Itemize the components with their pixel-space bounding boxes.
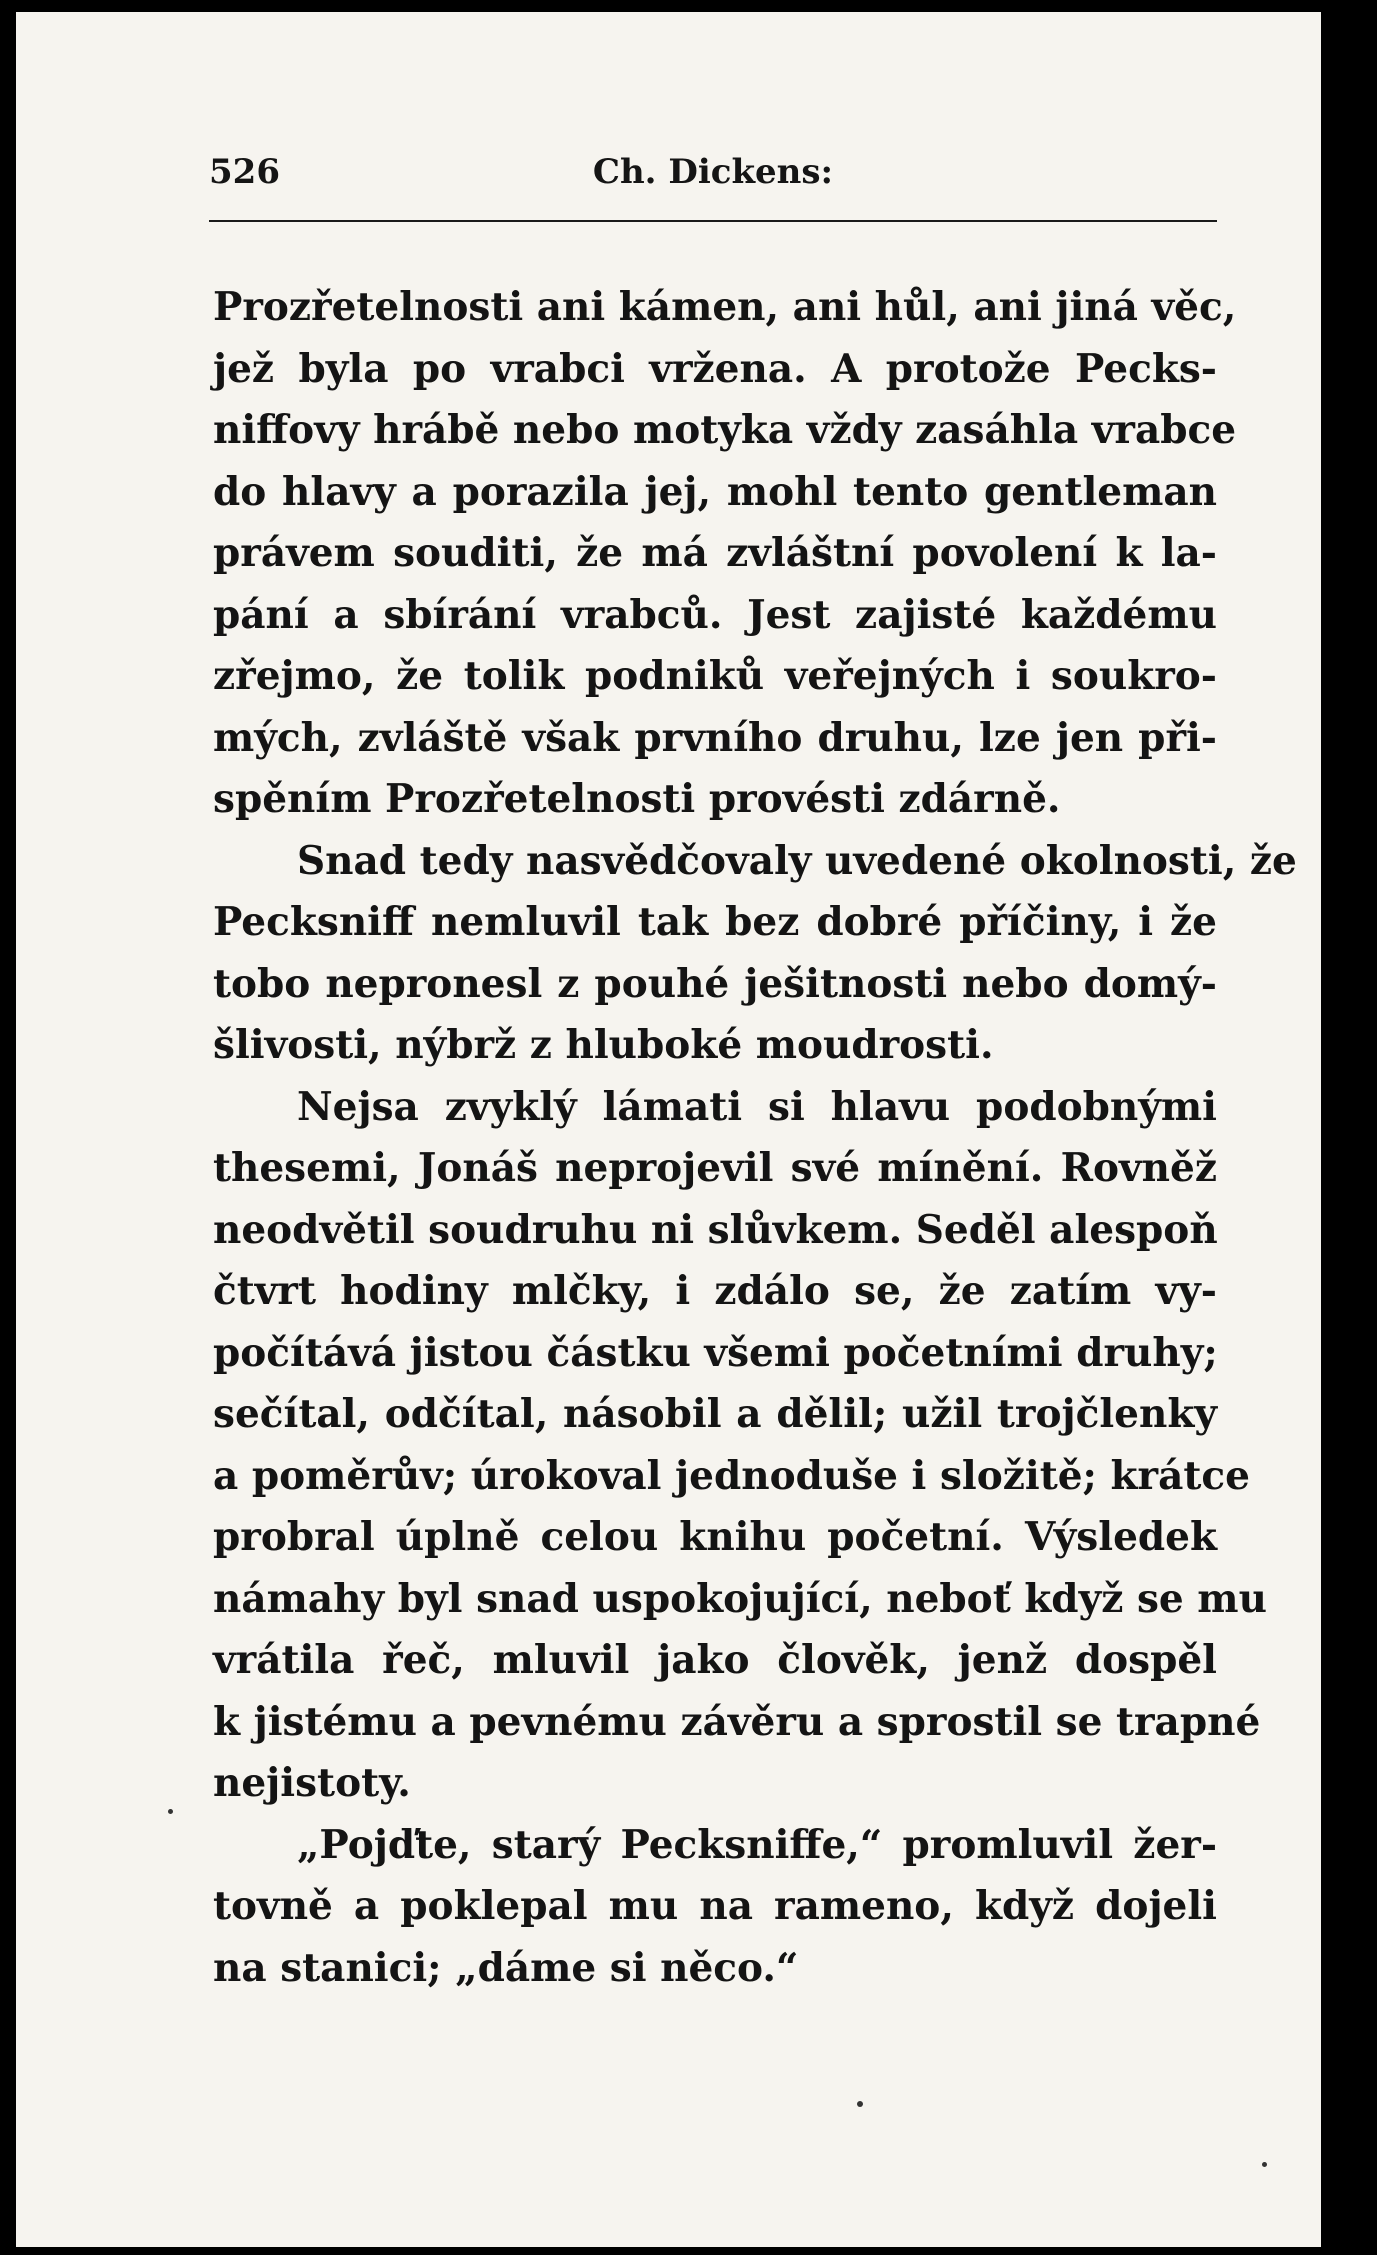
paragraph bbox=[213, 831, 1297, 1077]
book-page bbox=[16, 12, 1321, 2247]
text-line: tobo nepronesl z pouhé ješitnosti nebo domý- bbox=[213, 960, 1217, 1007]
text-line: thesemi, Jonáš neprojevil své mínění. Rovněž bbox=[213, 1145, 1217, 1191]
text-line: šlivosti, nýbrž z hluboké moudrosti. bbox=[213, 1022, 994, 1068]
text-line: vrátila řeč, mluvil jako člověk, jenž dospěl bbox=[213, 1637, 1217, 1683]
text-line: neodvětil soudruhu ni slůvkem. Seděl alespoň bbox=[213, 1206, 1218, 1253]
text-line: pání a sbírání vrabců. Jest zajisté každému bbox=[213, 591, 1217, 638]
paragraph bbox=[213, 1077, 1267, 1815]
text-line: Snad tedy nasvědčovaly uvedené okolnosti, že bbox=[297, 837, 1297, 884]
text-line: počítává jistou částku všemi početními druhy; bbox=[213, 1329, 1218, 1376]
text-line: k jistému a pevnému závěru a sprostil se trapné bbox=[213, 1698, 1261, 1745]
paragraph bbox=[213, 1815, 1217, 2000]
running-title: Ch. Dickens: bbox=[592, 152, 834, 192]
page-header bbox=[209, 152, 1217, 202]
text-line: Nejsa zvyklý lámati si hlavu podobnými bbox=[297, 1083, 1217, 1130]
text-line: čtvrt hodiny mlčky, i zdálo se, že zatím vy- bbox=[213, 1268, 1217, 1314]
text-line: mých, zvláště však prvního druhu, lze jen při- bbox=[213, 714, 1217, 761]
text-line: niffovy hrábě nebo motyka vždy zasáhla vrabce bbox=[213, 407, 1237, 453]
text-line: jež byla po vrabci vržena. A protože Pecks- bbox=[213, 345, 1217, 392]
text-line: zřejmo, že tolik podniků veřejných i soukro- bbox=[213, 653, 1217, 699]
text-line: spěním Prozřetelnosti provésti zdárně. bbox=[213, 776, 1061, 822]
text-line: Prozřetelnosti ani kámen, ani hůl, ani jiná věc, bbox=[213, 284, 1237, 330]
text-line: Pecksniff nemluvil tak bez dobré příčiny, i že bbox=[213, 899, 1217, 945]
text-line: „Pojďte, starý Pecksniffe,“ promluvil žer- bbox=[297, 1821, 1217, 1868]
text-line: na stanici; „dáme si něco.“ bbox=[213, 1944, 799, 1991]
body-text bbox=[213, 277, 1297, 1999]
text-line: a poměrův; úrokoval jednoduše i složitě; krátce bbox=[213, 1452, 1250, 1499]
header-rule bbox=[209, 220, 1217, 222]
text-line: do hlavy a porazila jej, mohl tento gentleman bbox=[213, 468, 1217, 515]
ink-speck bbox=[1262, 2162, 1267, 2167]
ink-speck bbox=[168, 1809, 173, 1814]
text-line: právem souditi, že má zvláštní povolení k la- bbox=[213, 530, 1217, 576]
text-line: tovně a poklepal mu na rameno, když dojeli bbox=[213, 1883, 1217, 1929]
ink-speck bbox=[857, 2101, 863, 2107]
text-line: sečítal, odčítal, násobil a dělil; užil trojčlenky bbox=[213, 1391, 1217, 1437]
text-line: probral úplně celou knihu početní. Výsledek bbox=[213, 1514, 1217, 1560]
text-line: námahy byl snad uspokojující, neboť když se mu bbox=[213, 1575, 1267, 1622]
text-line: nejistoty. bbox=[213, 1760, 411, 1806]
page-number: 526 bbox=[209, 152, 280, 192]
paragraph bbox=[213, 277, 1237, 831]
